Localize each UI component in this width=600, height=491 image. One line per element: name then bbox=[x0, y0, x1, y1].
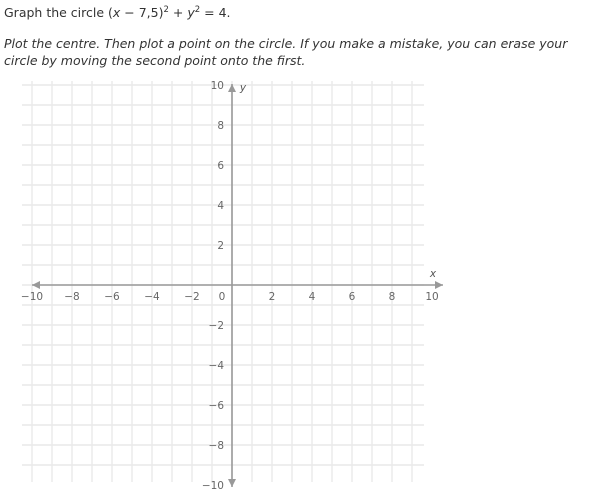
y-tick-label: 2 bbox=[217, 240, 224, 252]
y-axis-down-arrow-icon bbox=[228, 479, 236, 487]
question-variable-y: y bbox=[187, 5, 195, 20]
question-prefix: Graph the circle ( bbox=[4, 5, 113, 20]
x-tick-label: 10 bbox=[425, 291, 439, 303]
y-tick-label: 10 bbox=[210, 80, 224, 92]
x-tick-label: 0 bbox=[218, 291, 226, 303]
x-tick-label: 8 bbox=[388, 291, 396, 303]
problem-statement bbox=[4, 0, 596, 69]
y-tick-label: 6 bbox=[217, 160, 224, 172]
y-tick-label: −8 bbox=[208, 440, 224, 452]
x-tick-label: −10 bbox=[20, 291, 44, 303]
x-tick-label: −4 bbox=[144, 291, 160, 303]
question-text bbox=[4, 0, 596, 21]
question-exponent-2: 2 bbox=[194, 4, 201, 15]
x-axis-title: x bbox=[429, 268, 437, 280]
y-tick-label: 4 bbox=[217, 200, 224, 212]
question-exponent-1: 2 bbox=[163, 4, 169, 15]
y-tick-label: −4 bbox=[208, 360, 224, 372]
gridlines bbox=[22, 81, 424, 482]
y-tick-label: −10 bbox=[201, 480, 224, 491]
y-axis-up-arrow-icon bbox=[228, 84, 236, 92]
axis-lines bbox=[32, 84, 443, 487]
x-axis-right-arrow-icon bbox=[435, 281, 443, 289]
x-tick-label: −2 bbox=[184, 291, 200, 303]
y-axis-title: y bbox=[239, 82, 247, 94]
x-tick-label: −8 bbox=[64, 291, 80, 303]
tick-labels bbox=[21, 80, 439, 491]
x-tick-label: −6 bbox=[104, 291, 120, 303]
question-plus: + bbox=[168, 5, 188, 20]
x-tick-label: 6 bbox=[348, 291, 356, 303]
x-tick-label: 4 bbox=[308, 291, 316, 303]
y-tick-label: −2 bbox=[208, 320, 224, 332]
instruction-text: Plot the centre. Then plot a point on the circle. If you make a mistake, you can erase your circle by moving the second point onto the first. bbox=[4, 36, 568, 68]
y-tick-label: 8 bbox=[217, 120, 224, 132]
question-variable-x: x bbox=[112, 5, 121, 20]
x-axis-left-arrow-icon bbox=[32, 281, 40, 289]
question-suffix: = 4. bbox=[200, 5, 231, 20]
y-tick-label: −6 bbox=[208, 400, 224, 412]
question-middle: − 7,5) bbox=[120, 5, 164, 20]
x-tick-label: 2 bbox=[268, 291, 276, 303]
